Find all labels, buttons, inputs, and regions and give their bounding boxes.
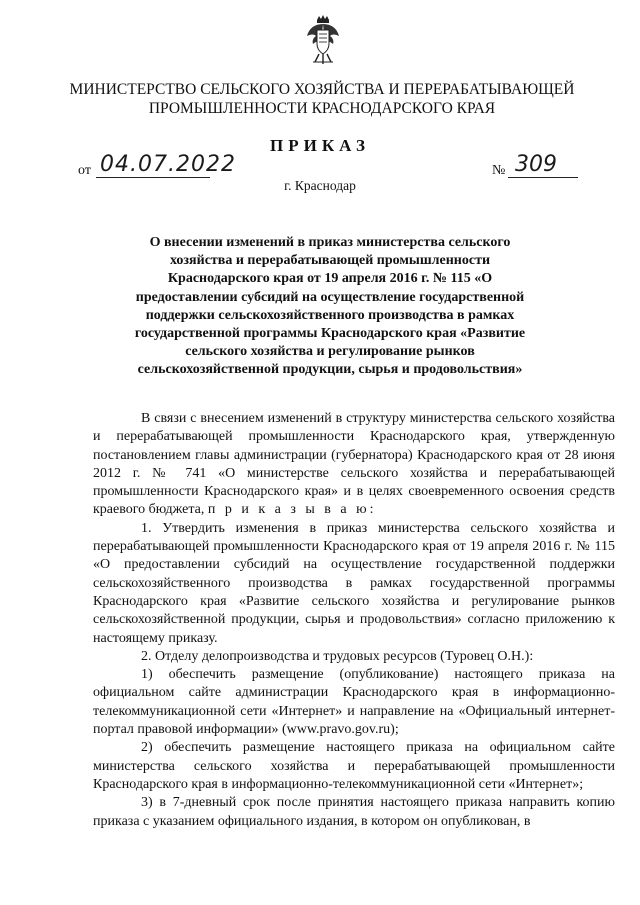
ministry-name-line2: ПРОМЫШЛЕННОСТИ КРАСНОДАРСКОГО КРАЯ <box>148 100 496 117</box>
order-subject: О внесении изменений в приказ министерства сельского хозяйства и перерабатывающей промышленности Краснодарского края от 19 апреля 2016 г. № 115 «О предоставлении субсидий на осуществление государственной поддержки сельскохозяйственного производства в рамках государственной программы Краснодарского края «Развитие сельского хозяйства и регулирование рынков сельскохозяйственной продукции, сырья и продовольствия» <box>134 235 526 378</box>
preamble-text: В связи с внесением изменений в структуру министерства сельского хозяйства и перерабатывающей промышленности Краснодарского края, утвержденную постановлением главы администрации (губернатора) Краснодарского края от 28 июня 2012 г. № 741 «О министерстве сельского хозяйства и перерабатывающей промышленности Краснодарского края» и в целях своевременного освоения средств краевого бюджета, <box>93 411 615 518</box>
handwritten-number: 309 <box>515 152 557 177</box>
order-body <box>93 410 615 831</box>
item-2-1: 1) обеспечить размещение (опубликование) настоящего приказа на официальном сайте администрации Краснодарского края в информационно-телекоммуникационной сети «Интернет» и направление на «Официальный интернет-портал правовой информации» (www.pravo.gov.ru); <box>93 667 615 738</box>
item-2: 2. Отделу делопроизводства и трудовых ресурсов (Туровец О.Н.): <box>141 648 534 664</box>
city: г. Краснодар <box>284 178 356 193</box>
handwritten-date: 04.07.2022 <box>100 152 236 177</box>
item-2-2: 2) обеспечить размещение настоящего приказа на официальном сайте министерства сельского хозяйства и перерабатывающей промышленности Краснодарского края в информационно-телекоммуникационной сети «Интернет»; <box>93 740 615 792</box>
item-2-3: 3) в 7-дневный срок после принятия настоящего приказа направить копию приказа с указанием официального издания, в котором он опубликован, в <box>93 795 615 829</box>
ministry-name <box>60 80 584 118</box>
preamble-paragraph <box>93 410 615 520</box>
item-1: 1. Утвердить изменения в приказ министерства сельского хозяйства и перерабатывающей промышленности Краснодарского края от 19 апреля 2016 г. № 115 «О предоставлении субсидий на осуществление государственной поддержки сельскохозяйственного производства в рамках государственной программы Краснодарского края «Развитие сельского хозяйства и регулирование рынков сельскохозяйственной продукции, сырья и продовольствия» согласно приложению к настоящему приказу. <box>93 520 615 646</box>
preamble-keyword: п р и к а з ы в а ю: <box>207 502 377 518</box>
ministry-name-line1: МИНИСТЕРСТВО СЕЛЬСКОГО ХОЗЯЙСТВА И ПЕРЕРАБАТЫВАЮЩЕЙ <box>69 81 575 98</box>
krasnodar-coat-of-arms-icon <box>305 14 341 66</box>
document-title: ПРИКАЗ <box>270 136 370 155</box>
date-prefix: от <box>78 163 91 178</box>
number-prefix: № <box>492 163 506 178</box>
